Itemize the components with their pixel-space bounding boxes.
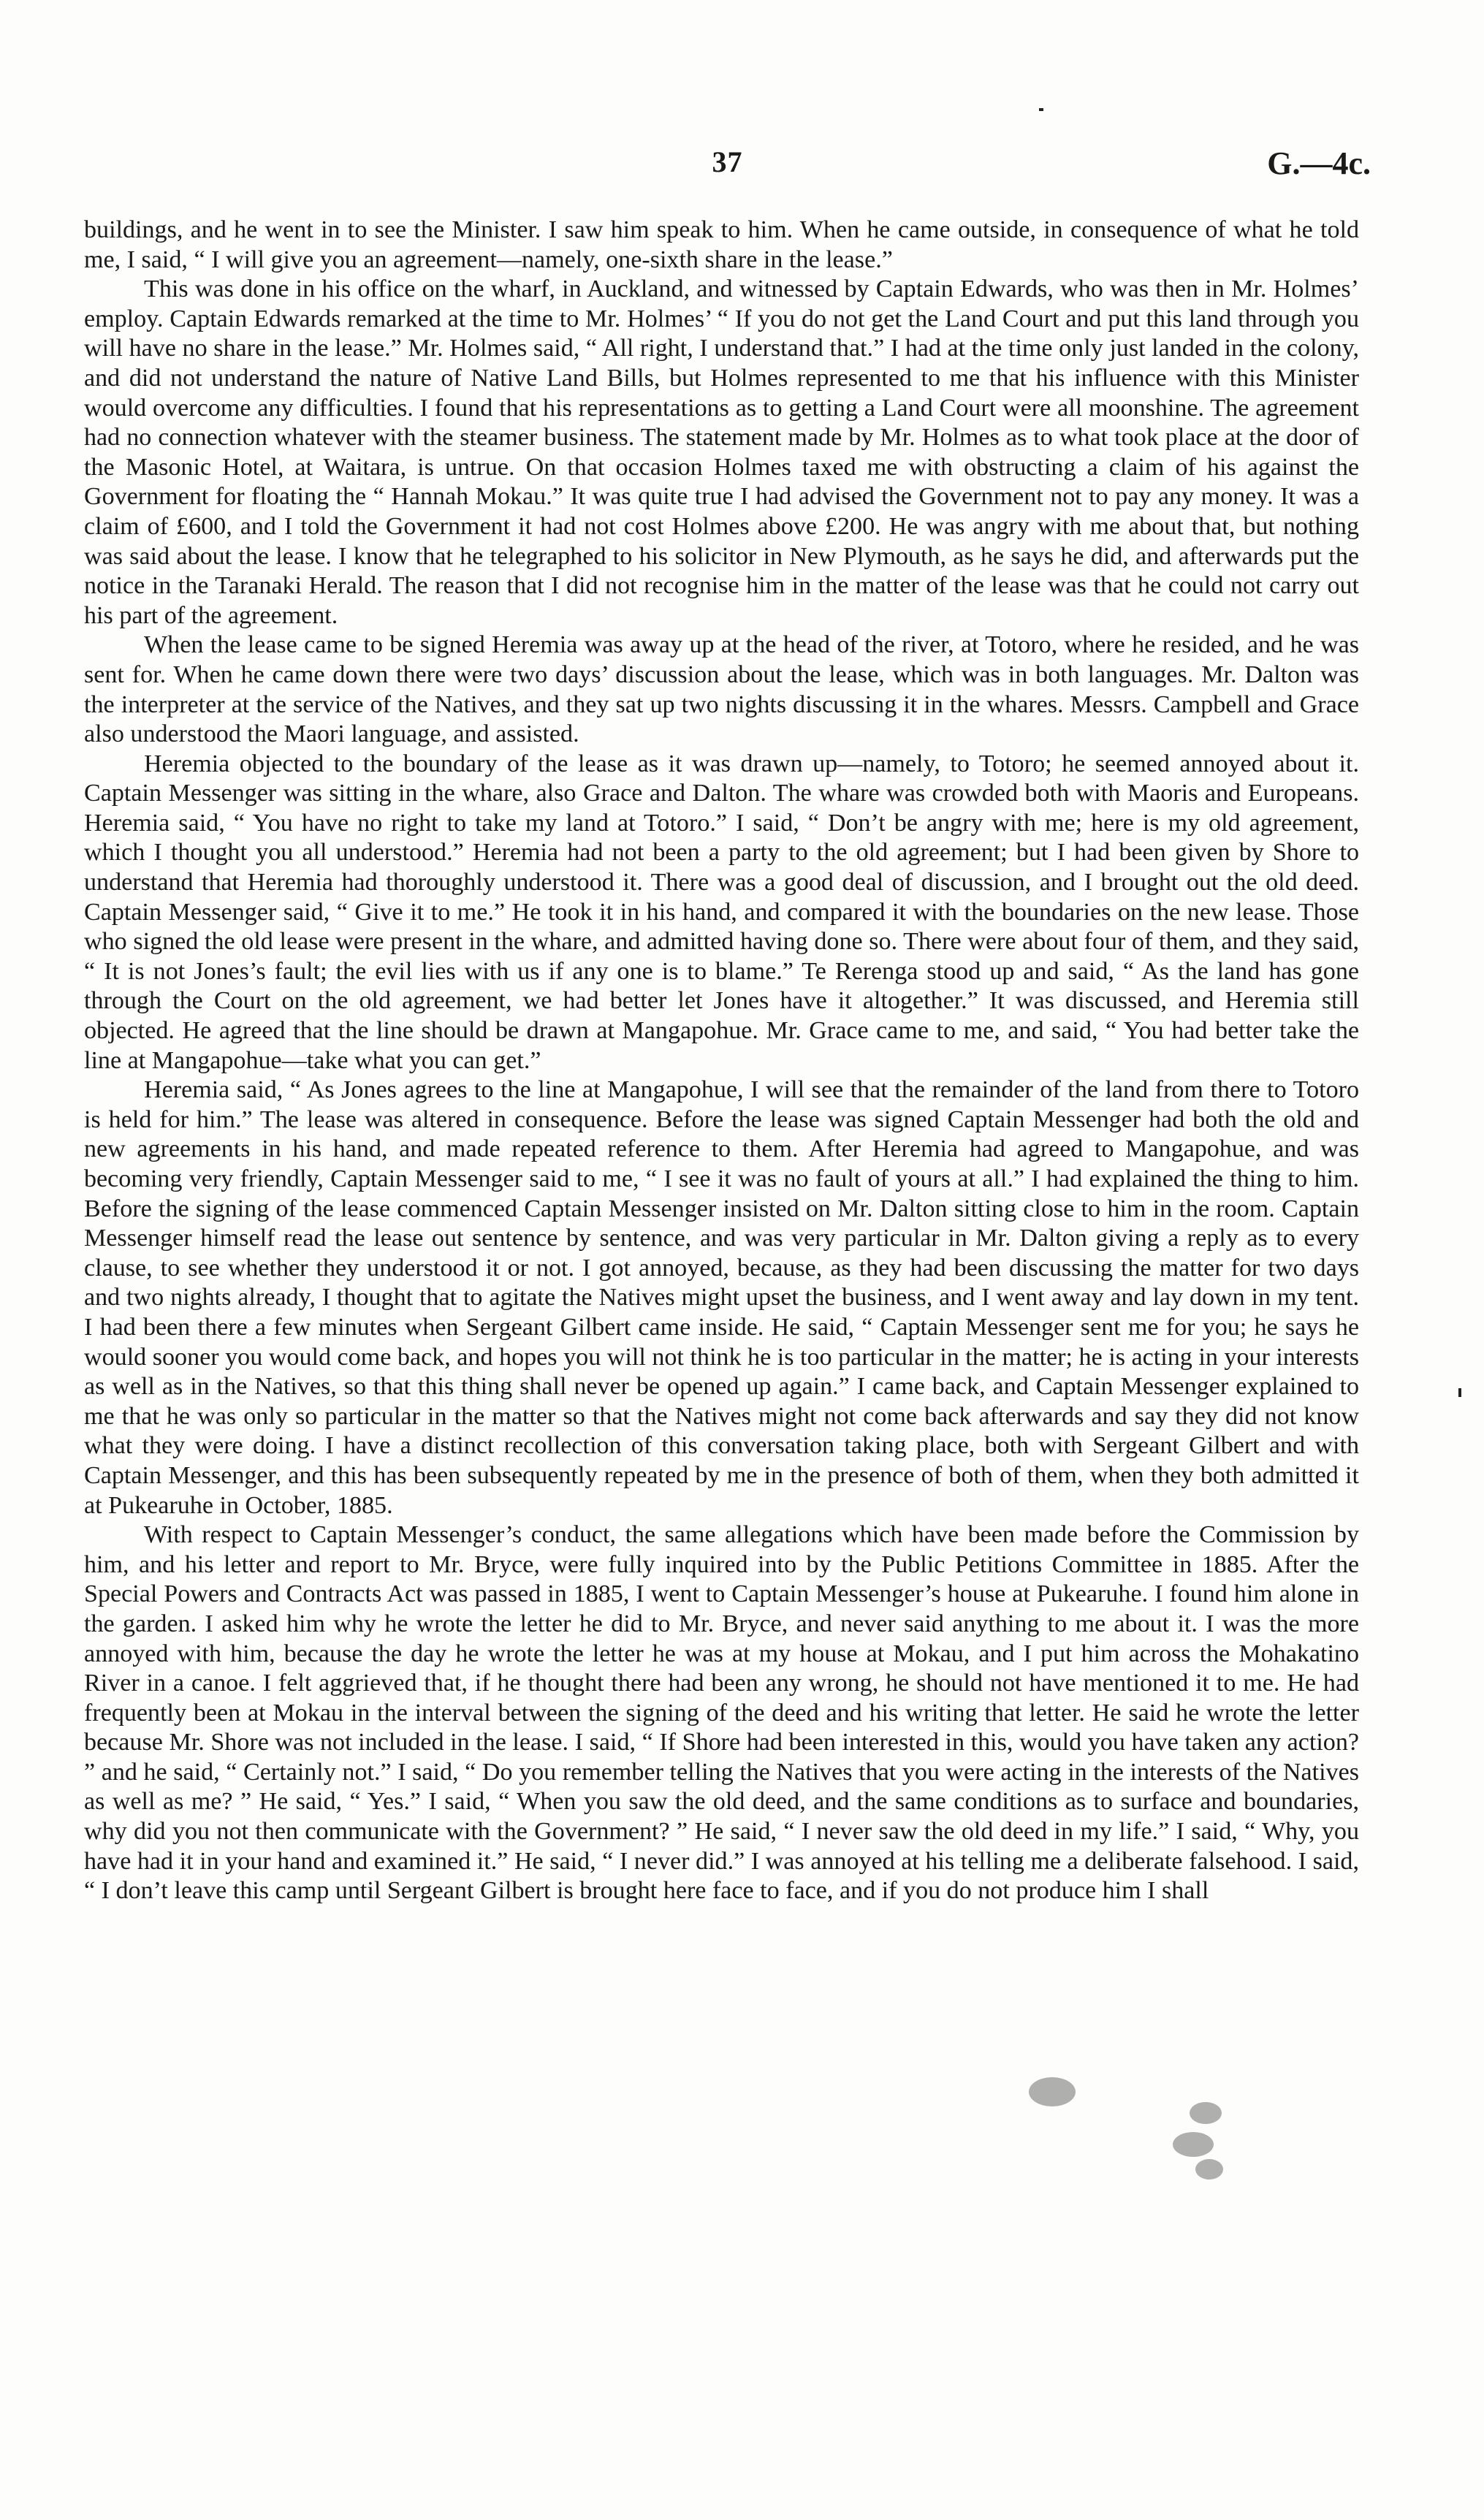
page-header: [84, 145, 1371, 189]
scan-speck-right: [1458, 1388, 1461, 1397]
body-text: [84, 216, 1359, 1906]
paragraph-5: Heremia said, “ As Jones agrees to the line at Mangapohue, I will see that the remainder of the land from there to Totoro is held for him.” The lease was altered in consequence. Before the lease was signed Captain Messenger had both the old and new agreements in his hand, and made repeated reference to them. After Heremia had agreed to Mangapohue, and was becoming very friendly, Captain Messenger said to me, “ I see it was no fault of yours at all.” I had explained the thing to him. Before the signing of the lease commenced Captain Messenger insisted on Mr. Dalton sitting close to him in the room. Captain Messenger himself read the lease out sentence by sentence, and was very particular in Mr. Dalton giving a reply as to every clause, to see whether they understood it or not. I got annoyed, because, as they had been discussing the matter for two days and two nights already, I thought that to agitate the Natives might upset the business, and I went away and lay down in my tent. I had been there a few minutes when Sergeant Gilbert came inside. He said, “ Captain Messenger sent me for you; he says he would sooner you would come back, and hopes you will not think he is too particular in the matter; he is acting in your interests as well as in the Natives, so that this thing shall never be opened up again.” I came back, and Captain Messenger explained to me that he was only so particular in the matter so that the Natives might not come back afterwards and say they did not know what they were doing. I have a distinct recollection of this conversation taking place, both with Sergeant Gilbert and with Captain Messenger, and this has been subsequently repeated by me in the presence of both of them, when they both admitted it at Pukearuhe in October, 1885.: [84, 1076, 1359, 1519]
ink-blot-2: [1190, 2102, 1222, 2124]
paragraph-1: buildings, and he went in to see the Minister. I saw him speak to him. When he came outside, in consequence of what he told me, I said, “ I will give you an agreement—namely, one-sixth share in the lease.”: [84, 216, 1359, 273]
paragraph-3: When the lease came to be signed Heremia was away up at the head of the river, at Totoro, where he resided, and he was sent for. When he came down there were two days’ discussion about the lease, which was in both languages. Mr. Dalton was the interpreter at the service of the Natives, and they sat up two nights discussing it in the whares. Messrs. Campbell and Grace also understood the Maori language, and assisted.: [84, 631, 1359, 748]
page-number: 37: [712, 145, 743, 178]
ink-blot-4: [1195, 2159, 1223, 2180]
paragraph-4: Heremia objected to the boundary of the lease as it was drawn up—namely, to Totoro; he seemed annoyed about it. Captain Messenger was sitting in the whare, also Grace and Dalton. The whare was crowded both with Maoris and Europeans. Heremia said, “ You have no right to take my land at Totoro.” I said, “ Don’t be angry with me; here is my old agreement, which I thought you all understood.” Heremia had not been a party to the old agreement; but I had been given by Shore to understand that Heremia had thoroughly understood it. There was a good deal of discussion, and I brought out the old deed. Captain Messenger said, “ Give it to me.” He took it in his hand, and compared it with the boundaries on the new lease. Those who signed the old lease were present in the whare, and admitted having done so. There were about four of them, and they said, “ It is not Jones’s fault; the evil lies with us if any one is to blame.” Te Rerenga stood up and said, “ As the land has gone through the Court on the old agreement, we had better let Jones have it altogether.” It was discussed, and Heremia still objected. He agreed that the line should be drawn at Mangapohue. Mr. Grace came to me, and said, “ You had better take the line at Mangapohue—take what you can get.”: [84, 750, 1359, 1074]
scan-speck-top: [1039, 108, 1043, 111]
ink-blot-1: [1029, 2077, 1076, 2106]
paragraph-6: With respect to Captain Messenger’s conduct, the same allegations which have been made before the Commission by him, and his letter and report to Mr. Bryce, were fully inquired into by the Public Petitions Committee in 1885. After the Special Powers and Contracts Act was passed in 1885, I went to Captain Messenger’s house at Pukearuhe. I found him alone in the garden. I asked him why he wrote the letter he did to Mr. Bryce, and never said anything to me about it. I was the more annoyed with him, because the day he wrote the letter he was at my house at Mokau, and I put him across the Mohakatino River in a canoe. I felt aggrieved that, if he thought there had been any wrong, he should not have mentioned it to me. He had frequently been at Mokau in the interval between the signing of the deed and his writing that letter. He said he wrote the letter because Mr. Shore was not included in the lease. I said, “ If Shore had been interested in this, would you have taken any action? ” and he said, “ Certainly not.” I said, “ Do you remember telling the Natives that you were acting in the interests of the Natives as well as me? ” He said, “ Yes.” I said, “ When you saw the old deed, and the same conditions as to surface and boundaries, why did you not then communicate with the Government? ” He said, “ I never saw the old deed in my life.” I said, “ Why, you have had it in your hand and examined it.” He said, “ I never did.” I was annoyed at his telling me a deliberate falsehood. I said, “ I don’t leave this camp until Sergeant Gilbert is brought here face to face, and if you do not produce him I shall: [84, 1521, 1359, 1905]
paragraph-2: This was done in his office on the wharf, in Auckland, and witnessed by Captain Edwards, who was then in Mr. Holmes’ employ. Captain Edwards remarked at the time to Mr. Holmes’ “ If you do not get the Land Court and put this land through you will have no share in the lease.” Mr. Holmes said, “ All right, I understand that.” I had at the time only just landed in the colony, and did not understand the nature of Native Land Bills, but Holmes represented to me that his influence with this Minister would overcome any difficulties. I found that his representations as to getting a Land Court were all moonshine. The agreement had no connection whatever with the steamer business. The statement made by Mr. Holmes as to what took place at the door of the Masonic Hotel, at Waitara, is untrue. On that occasion Holmes taxed me with obstructing a claim of his against the Government for floating the “ Hannah Mokau.” It was quite true I had advised the Government not to pay any money. It was a claim of £600, and I told the Government it had not cost Holmes above £200. He was angry with me about that, but nothing was said about the lease. I know that he telegraphed to his solicitor in New Plymouth, as he says he did, and afterwards put the notice in the Taranaki Herald. The reason that I did not recognise him in the matter of the lease was that he could not carry out his part of the agreement.: [84, 275, 1359, 629]
document-reference: G.—4c.: [1267, 145, 1371, 181]
ink-blot-3: [1173, 2132, 1214, 2157]
